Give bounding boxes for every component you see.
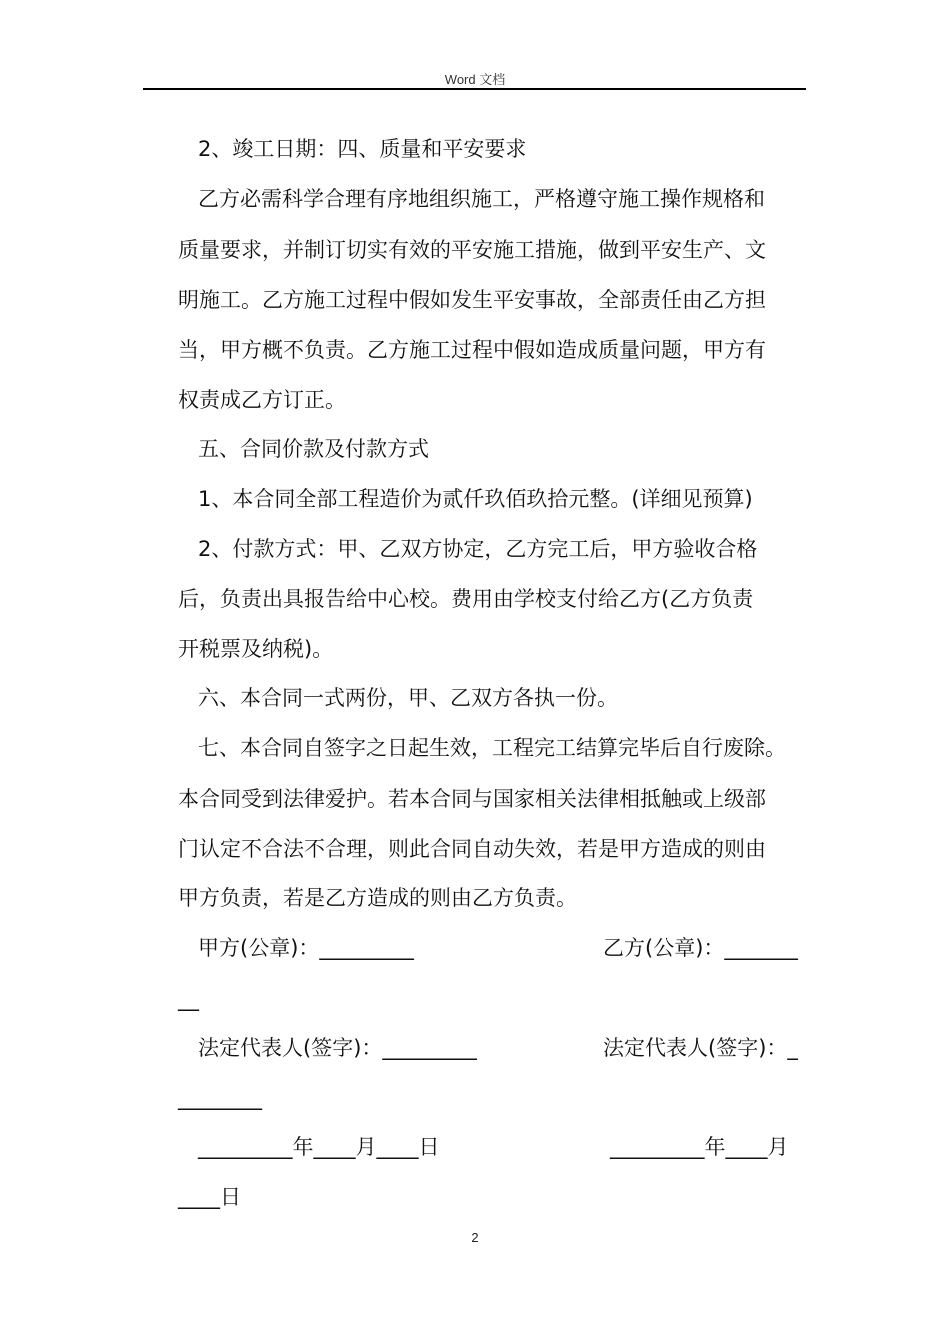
header-rule	[143, 88, 806, 90]
paragraph-line: 甲方负责，若是乙方造成的则由乙方负责。	[178, 886, 577, 910]
paragraph-line: 2、付款方式：甲、乙双方协定，乙方完工后，甲方验收合格	[198, 537, 758, 561]
paragraph-line: 六、本合同一式两份，甲、乙双方各执一份。	[198, 686, 618, 710]
party-a-representative-line: 法定代表人(签字)：_________	[198, 1036, 477, 1060]
paragraph-line: 质量要求，并制订切实有效的平安施工措施，做到平安生产、文	[178, 238, 766, 262]
party-b-seal-line: 乙方(公章)：_______	[603, 936, 798, 960]
party-b-date-continuation: ____日	[178, 1185, 241, 1209]
paragraph-line: 2、竣工日期：四、质量和平安要求	[198, 137, 527, 161]
document-header: Word 文档	[444, 72, 506, 87]
paragraph-line: 乙方必需科学合理有序地组织施工，严格遵守施工操作规格和	[198, 187, 765, 211]
paragraph-line: 后，负责出具报告给中心校。费用由学校支付给乙方(乙方负责	[178, 587, 754, 611]
party-b-seal-continuation: __	[178, 987, 199, 1011]
paragraph-line: 1、本合同全部工程造价为贰仟玖佰玖拾元整。(详细见预算)	[198, 487, 753, 511]
paragraph-line: 本合同受到法律爱护。若本合同与国家相关法律相抵触或上级部	[178, 787, 766, 811]
party-b-date-line: _________年____月	[610, 1135, 789, 1159]
party-b-representative-line: 法定代表人(签字)：_	[603, 1036, 798, 1060]
paragraph-line: 门认定不合法不合理，则此合同自动失效，若是甲方造成的则由	[178, 837, 766, 861]
party-a-date-line: _________年____月____日	[198, 1135, 440, 1159]
paragraph-line: 权责成乙方订正。	[178, 388, 346, 412]
paragraph-line: 七、本合同自签字之日起生效，工程完工结算完毕后自行废除。	[198, 736, 786, 760]
party-a-seal-line: 甲方(公章)：_________	[198, 936, 414, 960]
page-number: 2	[471, 1230, 479, 1245]
paragraph-line: 开税票及纳税)。	[178, 637, 334, 661]
section-heading: 五、合同价款及付款方式	[198, 437, 429, 461]
paragraph-line: 当，甲方概不负责。乙方施工过程中假如造成质量问题，甲方有	[178, 338, 766, 362]
party-b-representative-continuation: ________	[178, 1086, 262, 1110]
paragraph-line: 明施工。乙方施工过程中假如发生平安事故，全部责任由乙方担	[178, 288, 766, 312]
